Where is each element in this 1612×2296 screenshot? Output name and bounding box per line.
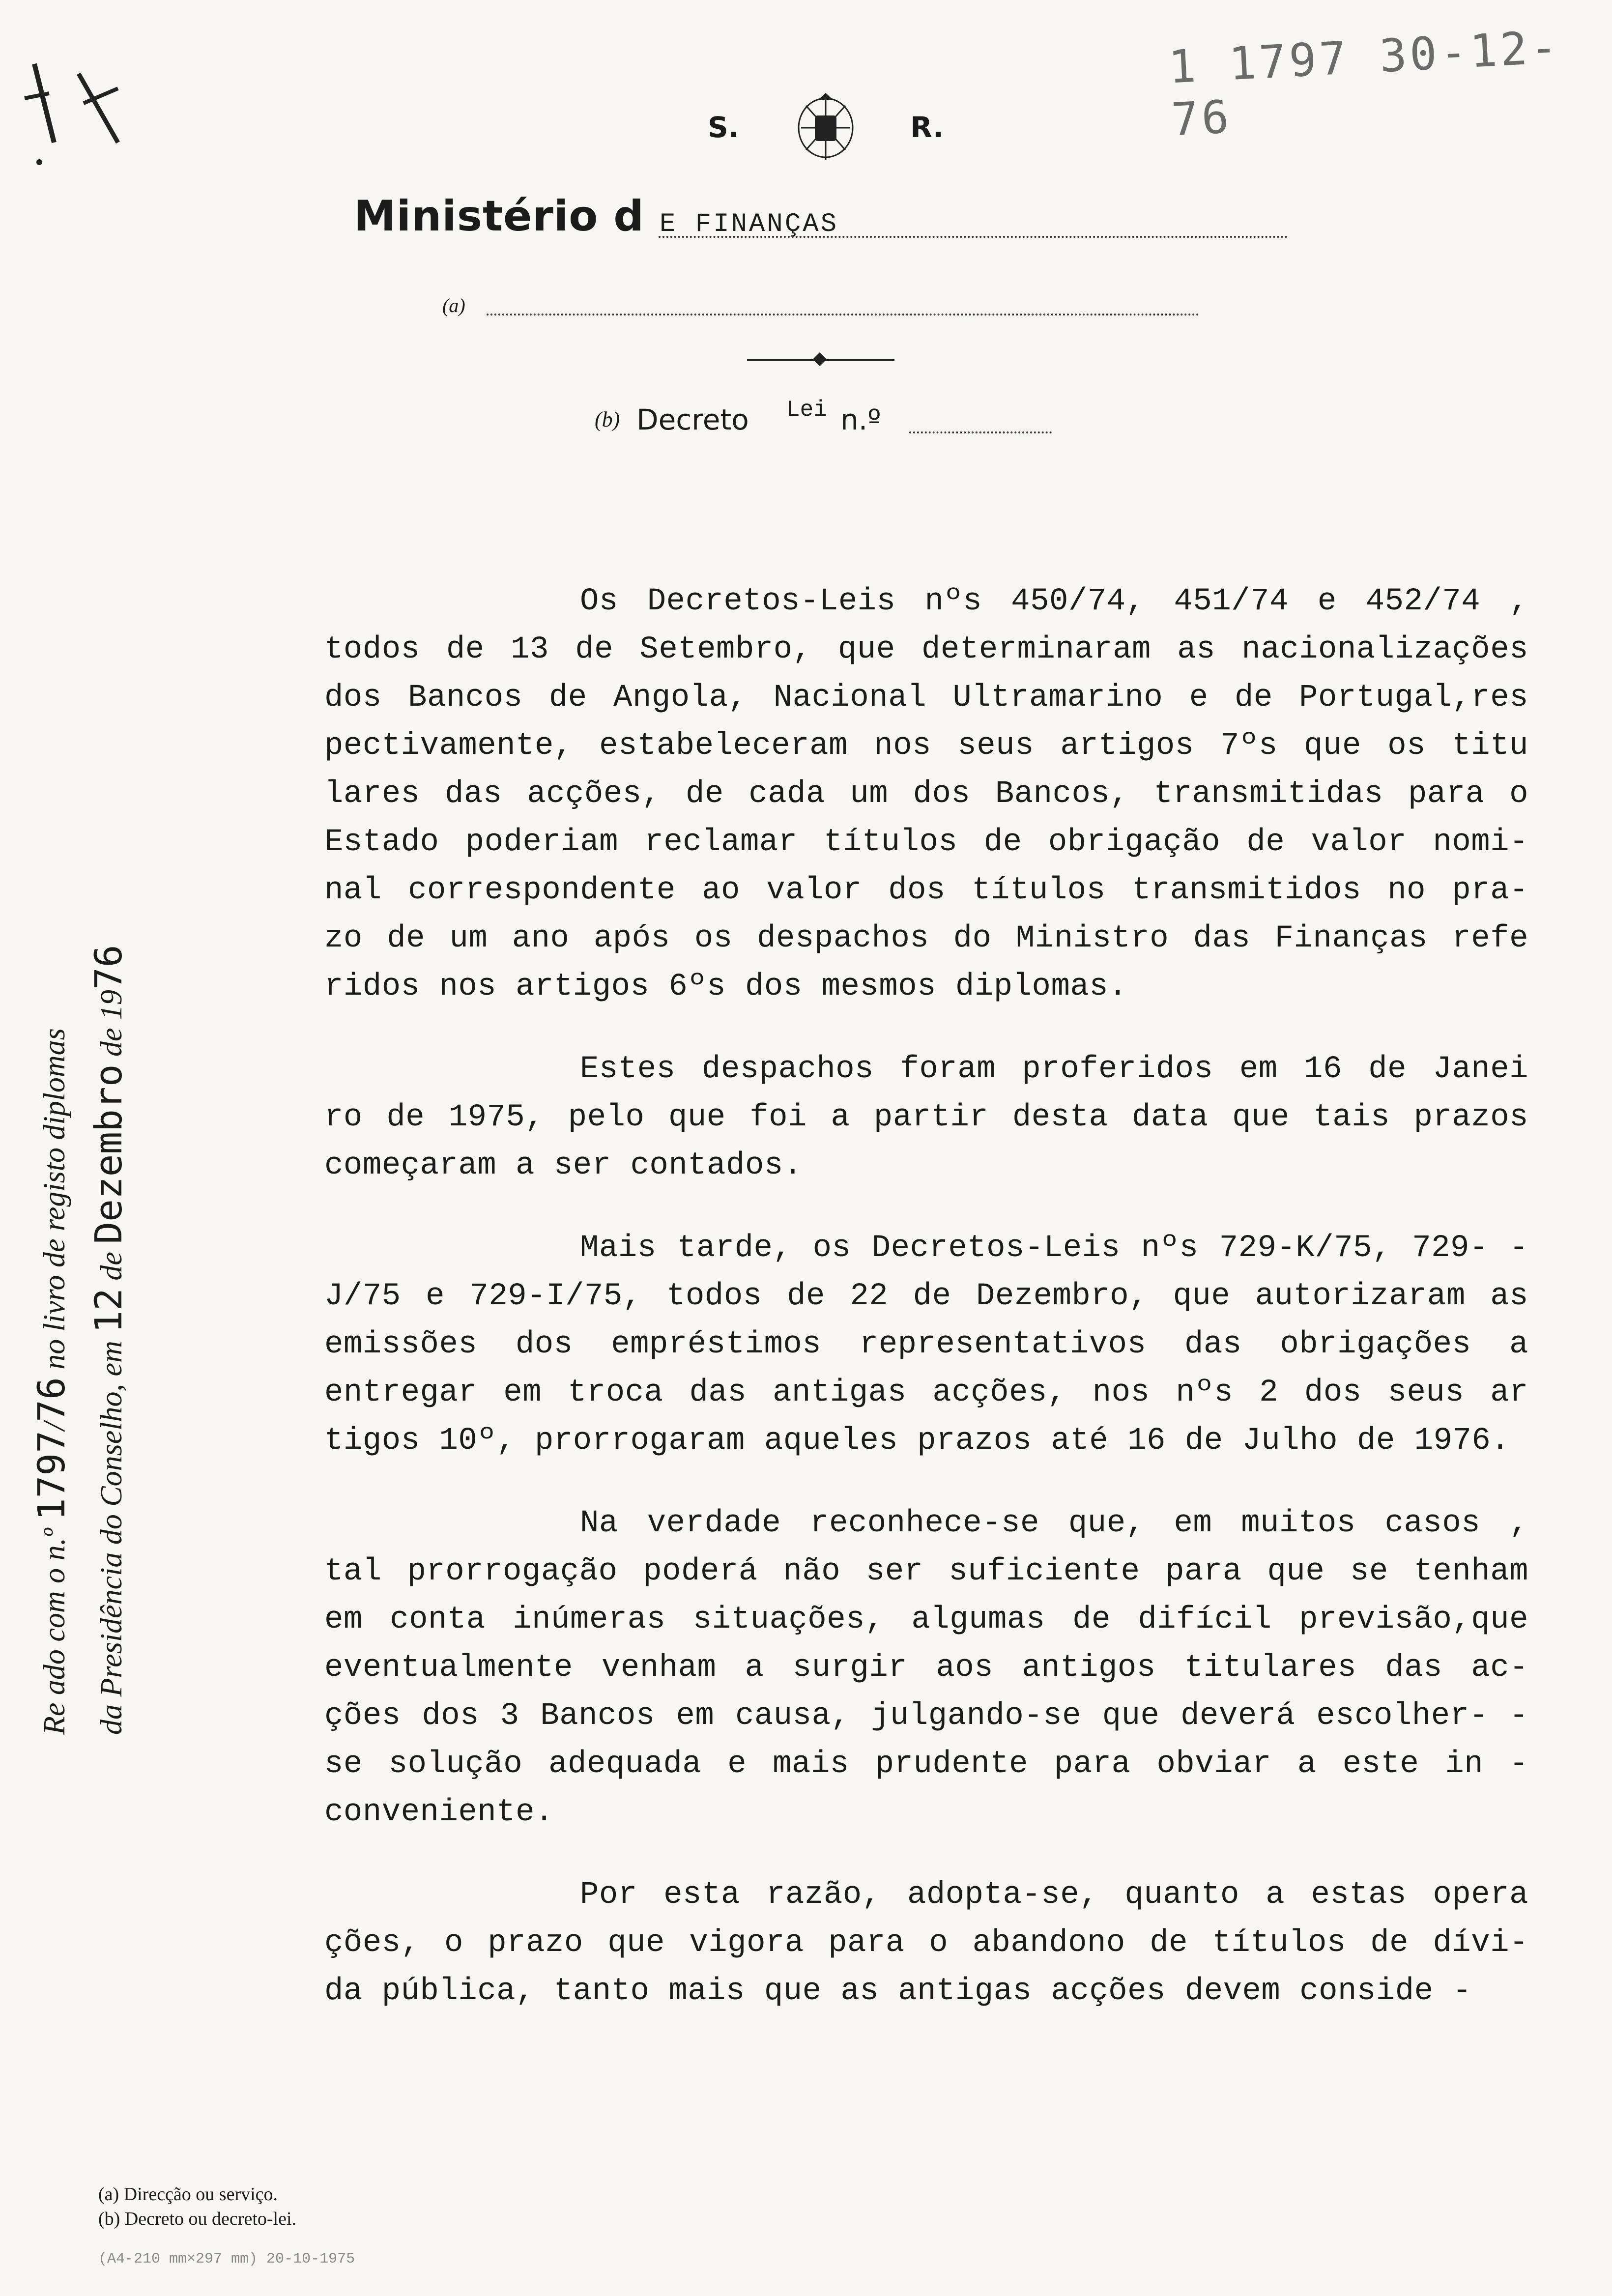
- header-r: R.: [910, 111, 944, 144]
- paragraph-2: Estes despachos foram proferidos em 16 de Janei ro de 1975, pelo que foi a partir desta data que tais prazos começaram a ser contados.: [324, 1052, 1528, 1183]
- field-a-dotted-line: [487, 314, 1199, 316]
- ministry-dotted-line: [659, 236, 1288, 238]
- margin-note-part1: ado com o n.º: [38, 1528, 71, 1695]
- ministry-label: Ministério d: [354, 192, 644, 241]
- coat-of-arms-icon: [791, 91, 860, 165]
- paragraph-5: Por esta razão, adopta-se, quanto a estas opera ções, o prazo que vigora para o abandono de títulos de dívi- da pública, tanto mais que as antigas acções devem conside -: [324, 1877, 1528, 2009]
- decree-word: Decreto: [636, 403, 749, 436]
- margin-note-suffix: 76: [29, 1377, 73, 1422]
- margin-note-line2-a: da Presidência do Conselho, em: [95, 1341, 128, 1735]
- footnote-a: (a) Direcção ou serviço.: [98, 2184, 278, 2205]
- margin-note-part3: diplomas: [38, 1028, 71, 1140]
- paragraph-1: Os Decretos-Leis nºs 450/74, 451/74 e 452/74 , todos de 13 de Setembro, que determinaram as nacionalizações dos Bancos de Angola, Nacional Ultramarino e de Portugal,res pectivamente, estabeleceram nos seus artigos 7ºs que os titu lares das acções, de cada um dos Bancos, transmitidas para o Estado poderiam reclamar títulos de obrigação de valor nomi- nal correspondente ao valor dos títulos transmitidos no pra- zo de um ano após os despachos do Ministro das Finanças refe ridos nos artigos 6ºs dos mesmos diplomas.: [324, 584, 1528, 1004]
- margin-note-prefix: Re: [38, 1702, 71, 1735]
- diamond-icon: [813, 352, 827, 366]
- paragraph-3: Mais tarde, os Decretos-Leis nºs 729-K/75, 729- -J/75 e 729-I/75, todos de 22 de Dezembro, que autorizaram as emissões dos empréstimos representativos das obrigações a entregar em troca das antigas acções, nos nºs 2 dos seus ar tigos 10º, prorrogaram aqueles prazos até 16 de Julho de 1976.: [324, 1231, 1528, 1459]
- registry-stamp: 1 1797 30-12-76: [1167, 20, 1562, 146]
- margin-note-line-1: Re ado com o n.º 1797/76 no livro de registo diplomas: [29, 1028, 73, 1735]
- margin-note-line2-c: de 19: [95, 990, 128, 1057]
- decree-line: [595, 388, 1052, 442]
- field-a-label: (a): [442, 294, 465, 316]
- print-code: (A4-210 mm×297 mm) 20-10-1975: [98, 2251, 355, 2267]
- margin-note-number: 1797: [29, 1431, 73, 1521]
- margin-note-part2: no livro de registo: [38, 1148, 71, 1370]
- decree-prefix: (b): [595, 407, 620, 431]
- margin-note-month: Dezembro: [86, 1064, 130, 1244]
- margin-note-day: 12: [86, 1288, 130, 1333]
- header-sr: [708, 91, 944, 165]
- footnote-b: (b) Decreto ou decreto-lei.: [98, 2209, 297, 2229]
- decree-number-label: n.º: [840, 403, 881, 436]
- ministry-name: E FINANÇAS: [660, 209, 839, 239]
- decree-lei: Lei: [786, 397, 827, 423]
- handwritten-corner-mark: [20, 44, 128, 172]
- margin-note-year: 76: [86, 945, 130, 990]
- ornamental-divider: [747, 353, 894, 368]
- footnotes: [98, 2182, 786, 2231]
- header-s: S.: [708, 111, 739, 144]
- field-a-line: [442, 290, 1199, 324]
- paragraph-4: Na verdade reconhece-se que, em muitos casos , tal prorrogação poderá não ser suficiente para que se tenham em conta inúmeras situações, algumas de difícil previsão,que eventualmente venham a surgir aos antigos titulares das ac- ções dos 3 Bancos em causa, julgando-se que deverá escolher- -se solução adequada e mais prudente para obviar a este in - conveniente.: [324, 1506, 1528, 1830]
- margin-note-line-2: [82, 555, 139, 1735]
- registration-margin-note: [25, 555, 152, 1735]
- decree-dotted-line: [909, 431, 1052, 433]
- margin-note-line2-b: de: [95, 1252, 128, 1281]
- ministry-line: [354, 187, 1288, 256]
- decree-body: [324, 577, 1528, 2062]
